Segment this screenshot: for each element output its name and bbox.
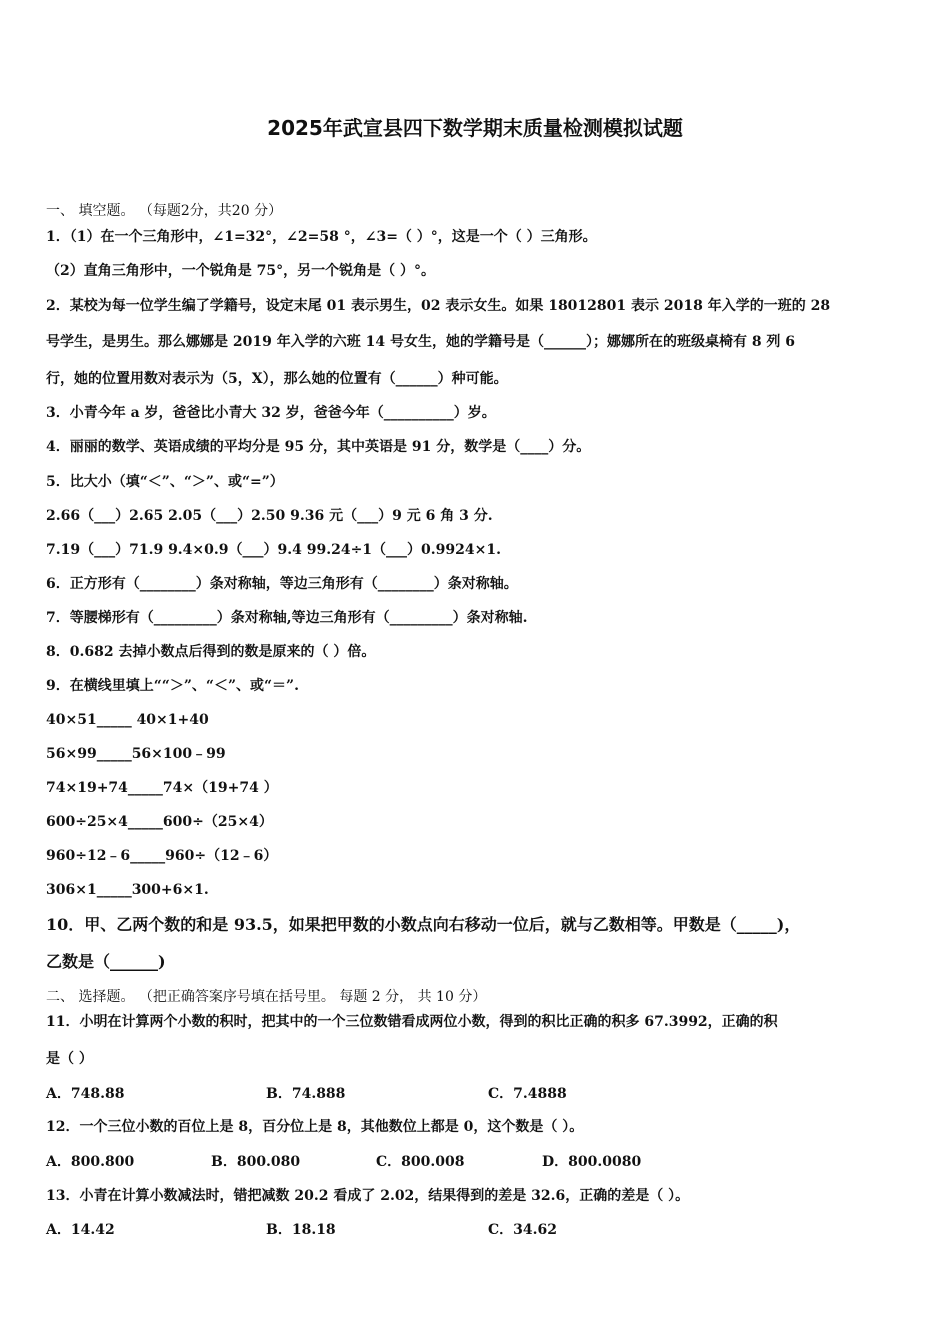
q5-row1: 2.66（___）2.65 2.05（___）2.50 9.36 元（___）9 元 6 角 3 分. [46, 508, 493, 524]
q9-item: 40×51_____ 40×1+40 [46, 712, 209, 728]
q1-line2: （2）直角三角形中，一个锐角是 75°，另一个锐角是（ ）°。 [46, 263, 435, 279]
q9-stem: 9．在横线里填上““＞”、“＜”、或“＝”. [46, 678, 299, 694]
q2-line1: 2．某校为每一位学生编了学籍号，设定末尾 01 表示男生，02 表示女生。如果 18012801 表示 2018 年入学的一班的 28 [46, 298, 831, 314]
q2-line2: 号学生，是男生。那么娜娜是 2019 年入学的六班 14 号女生，她的学籍号是（______）；娜娜所在的班级桌椅有 8 列 6 [46, 334, 796, 350]
q11-option-a: A．748.88 [46, 1086, 125, 1102]
q13-line1: 13．小青在计算小数减法时，错把减数 20.2 看成了 2.02，结果得到的差是 32.6，正确的差是（ ）。 [46, 1188, 690, 1204]
q9-item: 74×19+74_____74×（19+74 ） [46, 780, 278, 796]
section-1-heading: 一、 填空题。 （每题2分，共20 分） [46, 203, 283, 219]
q12-option-c: C．800.008 [376, 1154, 465, 1170]
q12-option-b: B．800.080 [211, 1154, 301, 1170]
q13-option-c: C．34.62 [488, 1222, 557, 1238]
q9-item: 56×99_____56×100﹣99 [46, 746, 226, 762]
q6: 6．正方形有（________）条对称轴，等边三角形有（________）条对称轴。 [46, 576, 518, 592]
q12-option-a: A．800.800 [46, 1154, 135, 1170]
q7: 7．等腰梯形有（_________）条对称轴,等边三角形有（_________）条对称轴. [46, 610, 528, 626]
q13-option-a: A．14.42 [46, 1222, 115, 1238]
q11-option-c: C．7.4888 [488, 1086, 567, 1102]
q11-line2: 是（ ） [46, 1051, 93, 1067]
q5-row2: 7.19（___）71.9 9.4×0.9（___）9.4 99.24÷1（___）0.9924×1. [46, 542, 501, 558]
q9-item: 306×1_____300+6×1. [46, 882, 209, 898]
q3: 3．小青今年 a 岁，爸爸比小青大 32 岁，爸爸今年（__________）岁。 [46, 405, 496, 421]
q11-option-b: B．74.888 [266, 1086, 346, 1102]
q9-item: 960÷12﹣6_____960÷（12﹣6） [46, 848, 278, 864]
page-title: 2025年武宣县四下数学期末质量检测模拟试题 [267, 116, 683, 140]
q10-line2: 乙数是（______) [46, 952, 166, 971]
q10-line1: 10．甲、乙两个数的和是 93.5，如果把甲数的小数点向右移动一位后，就与乙数相等。甲数是（_____)， [46, 915, 801, 934]
q2-line3: 行，她的位置用数对表示为（5，X），那么她的位置有（______）种可能。 [46, 371, 508, 387]
q12-option-d: D．800.0080 [542, 1154, 642, 1170]
q8: 8．0.682 去掉小数点后得到的数是原来的（ ）倍。 [46, 644, 376, 660]
q13-option-b: B．18.18 [266, 1222, 336, 1238]
q4: 4．丽丽的数学、英语成绩的平均分是 95 分，其中英语是 91 分，数学是（____）分。 [46, 439, 591, 455]
section-2-heading: 二、 选择题。 （把正确答案序号填在括号里。 每题 2 分， 共 10 分） [46, 989, 487, 1005]
q1-line1: 1．（1）在一个三角形中，∠1=32°，∠2=58 °，∠3=（ ）°，这是一个（ ）三角形。 [46, 229, 597, 245]
q11-line1: 11．小明在计算两个小数的积时，把其中的一个三位数错看成两位小数，得到的积比正确的积多 67.3992，正确的积 [46, 1014, 778, 1030]
q5-stem: 5．比大小（填“＜”、“＞”、或“=”） [46, 474, 284, 490]
q12-line1: 12．一个三位小数的百位上是 8，百分位上是 8，其他数位上都是 0，这个数是（ ）。 [46, 1119, 584, 1135]
q9-item: 600÷25×4_____600÷（25×4） [46, 814, 273, 830]
